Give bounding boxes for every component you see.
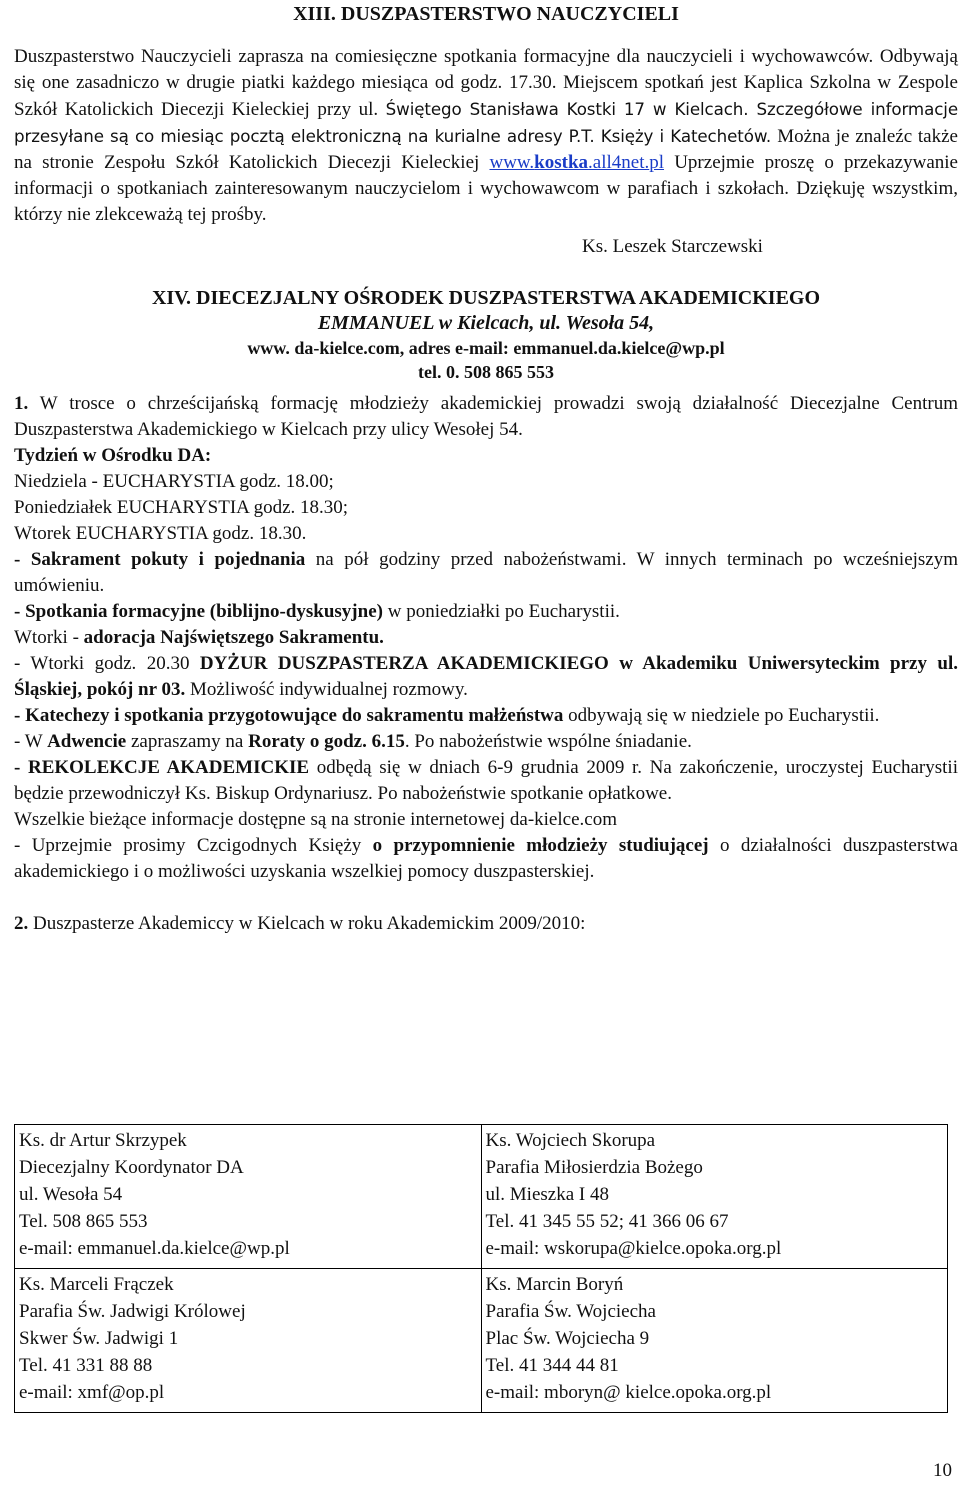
dyzur-line: - Wtorki godz. 20.30 DYŻUR DUSZPASTERZA AKADEMICKIEGO w Akademiku Uniwersyteckim przy ul. Śląskiej, pokój nr 03. Możliwość indywidualnej rozmowy. [14, 653, 958, 700]
item-1: 1. W trosce o chrześcijańską formację młodzieży akademickiej prowadzi swoją działalność Diecezjalne Centrum Duszpasterstwa Akademickiego w Kielcach przy ulicy Wesołej 54. [14, 393, 958, 440]
clergy-phone: Tel. 41 345 55 52; 41 366 06 67 [485, 1211, 729, 1232]
clergy-name: Ks. dr Artur Skrzypek [19, 1130, 187, 1151]
request-line: - Uprzejmie prosimy Czcigodnych Księży o przypomnienie młodzieży studiującej o działalności duszpasterstwa akademickiego i o możliwości uzyskania wszelkiej pomocy duszpasterskiej. [14, 835, 958, 882]
clergy-role: Diecezjalny Koordynator DA [19, 1157, 244, 1178]
clergy-address: Skwer Św. Jadwigi 1 [19, 1328, 179, 1349]
page-number: 10 [933, 1460, 952, 1481]
sunday-line: Niedziela - EUCHARYSTIA godz. 18.00; [14, 471, 334, 492]
tuesday-line: Wtorek EUCHARYSTIA godz. 18.30. [14, 523, 307, 544]
rekolekcje-line: - REKOLEKCJE AKADEMICKIE odbędą się w dniach 6-9 grudnia 2009 r. Na zakończenie, uroczystej Eucharystii będzie przewodniczył Ks. Biskup Ordynariusz. Po nabożeństwie spotkanie opłatkowe. [14, 757, 958, 804]
spotkania-line: - Spotkania formacyjne (biblijno-dyskusyjne) w poniedziałki po Eucharystii. [14, 601, 620, 622]
clergy-address: Plac Św. Wojciecha 9 [485, 1328, 650, 1349]
monday-line: Poniedziałek EUCHARYSTIA godz. 18.30; [14, 497, 349, 518]
katechezy-line: - Katechezy i spotkania przygotowujące do sakramentu małżeństwa odbywają się w niedziele po Eucharystii. [14, 705, 880, 726]
info-line: Wszelkie bieżące informacje dostępne są na stronie internetowej da-kielce.com [14, 809, 617, 830]
signature: Ks. Leszek Starczewski [582, 236, 763, 257]
clergy-phone: Tel. 41 344 44 81 [485, 1355, 619, 1376]
section-xiv-tel: tel. 0. 508 865 553 [418, 362, 554, 382]
clergy-cell [481, 1269, 948, 1413]
clergy-phone: Tel. 41 331 88 88 [19, 1355, 153, 1376]
clergy-address: ul. Mieszka I 48 [485, 1184, 609, 1205]
section-xiv-subtitle: EMMANUEL w Kielcach, ul. Wesoła 54, [317, 312, 655, 334]
clergy-email: e-mail: xmf@op.pl [19, 1382, 165, 1403]
clergy-email: e-mail: mboryn@ kielce.opoka.org.pl [485, 1382, 772, 1403]
adoracja-line: Wtorki - adoracja Najświętszego Sakramentu. [14, 627, 384, 648]
week-title: Tydzień w Ośrodku DA: [14, 445, 212, 466]
section-xiii-paragraph: Duszpasterstwo Nauczycieli zaprasza na comiesięczne spotkania formacyjne dla nauczycieli i wychowawców. Odbywają się one zasadniczo w drugie piatki każdego miesiąca od godz. 17.30. Miejscem spotkań jest Kaplica Szkolna w Zespole Szkół Katolickich Diecezji Kieleckiej przy ul. Świętego Stanisława Kostki 17 w Kielcach. Szczegółowe informacje przesyłane są co miesiąc pocztą elektroniczną na kurialne adresy P.T. Księży i Katechetów. Można je znaleźc także na stronie Zespołu Szkół Katolickich Diecezji Kieleckiej www.kostka.all4net.pl Uprzejmie proszę o przekazywanie informacji o spotkaniach zainteresowanym nauczycielom i wychowawcom w parafiach i szkołach. Dziękuję wszystkim, którzy nie zlekceważą tej prośby. [14, 46, 958, 225]
clergy-name: Ks. Marcin Boryń [485, 1274, 624, 1295]
clergy-address: ul. Wesoła 54 [19, 1184, 123, 1205]
clergy-cell [15, 1269, 482, 1413]
clergy-email: e-mail: wskorupa@kielce.opoka.org.pl [485, 1238, 782, 1259]
document-page [14, 0, 959, 1403]
clergy-cell [481, 1125, 948, 1269]
clergy-table [14, 1124, 948, 1413]
clergy-cell [15, 1125, 482, 1269]
clergy-name: Ks. Wojciech Skorupa [485, 1130, 656, 1151]
table-row [15, 1269, 948, 1413]
clergy-role: Parafia Miłosierdzia Bożego [485, 1157, 703, 1178]
roraty-line: - W Adwencie zapraszamy na Roraty o godz. 6.15. Po nabożeństwie wspólne śniadanie. [14, 731, 692, 752]
sakrament-line: - Sakrament pokuty i pojednania na pół godziny przed nabożeństwami. W innych terminach po wcześniejszym umówieniu. [14, 549, 959, 596]
section-xiv-web: www. da-kielce.com, adres e-mail: emmanuel.da.kielce@wp.pl [247, 338, 725, 358]
clergy-role: Parafia Św. Jadwigi Królowej [19, 1301, 246, 1322]
kostka-link[interactable]: www.kostka.all4net.pl [489, 152, 665, 173]
item-2: 2. Duszpasterze Akademiccy w Kielcach w roku Akademickim 2009/2010: [14, 913, 586, 934]
clergy-name: Ks. Marceli Frączek [19, 1274, 174, 1295]
clergy-phone: Tel. 508 865 553 [19, 1211, 148, 1232]
table-row [15, 1125, 948, 1269]
section-xiii-title: XIII. DUSZPASTERSTWO NAUCZYCIELI [293, 3, 679, 25]
clergy-email: e-mail: emmanuel.da.kielce@wp.pl [19, 1238, 290, 1259]
clergy-role: Parafia Św. Wojciecha [485, 1301, 656, 1322]
section-xiv-title: XIV. DIECEZJALNY OŚRODEK DUSZPASTERSTWA AKADEMICKIEGO [151, 287, 821, 309]
